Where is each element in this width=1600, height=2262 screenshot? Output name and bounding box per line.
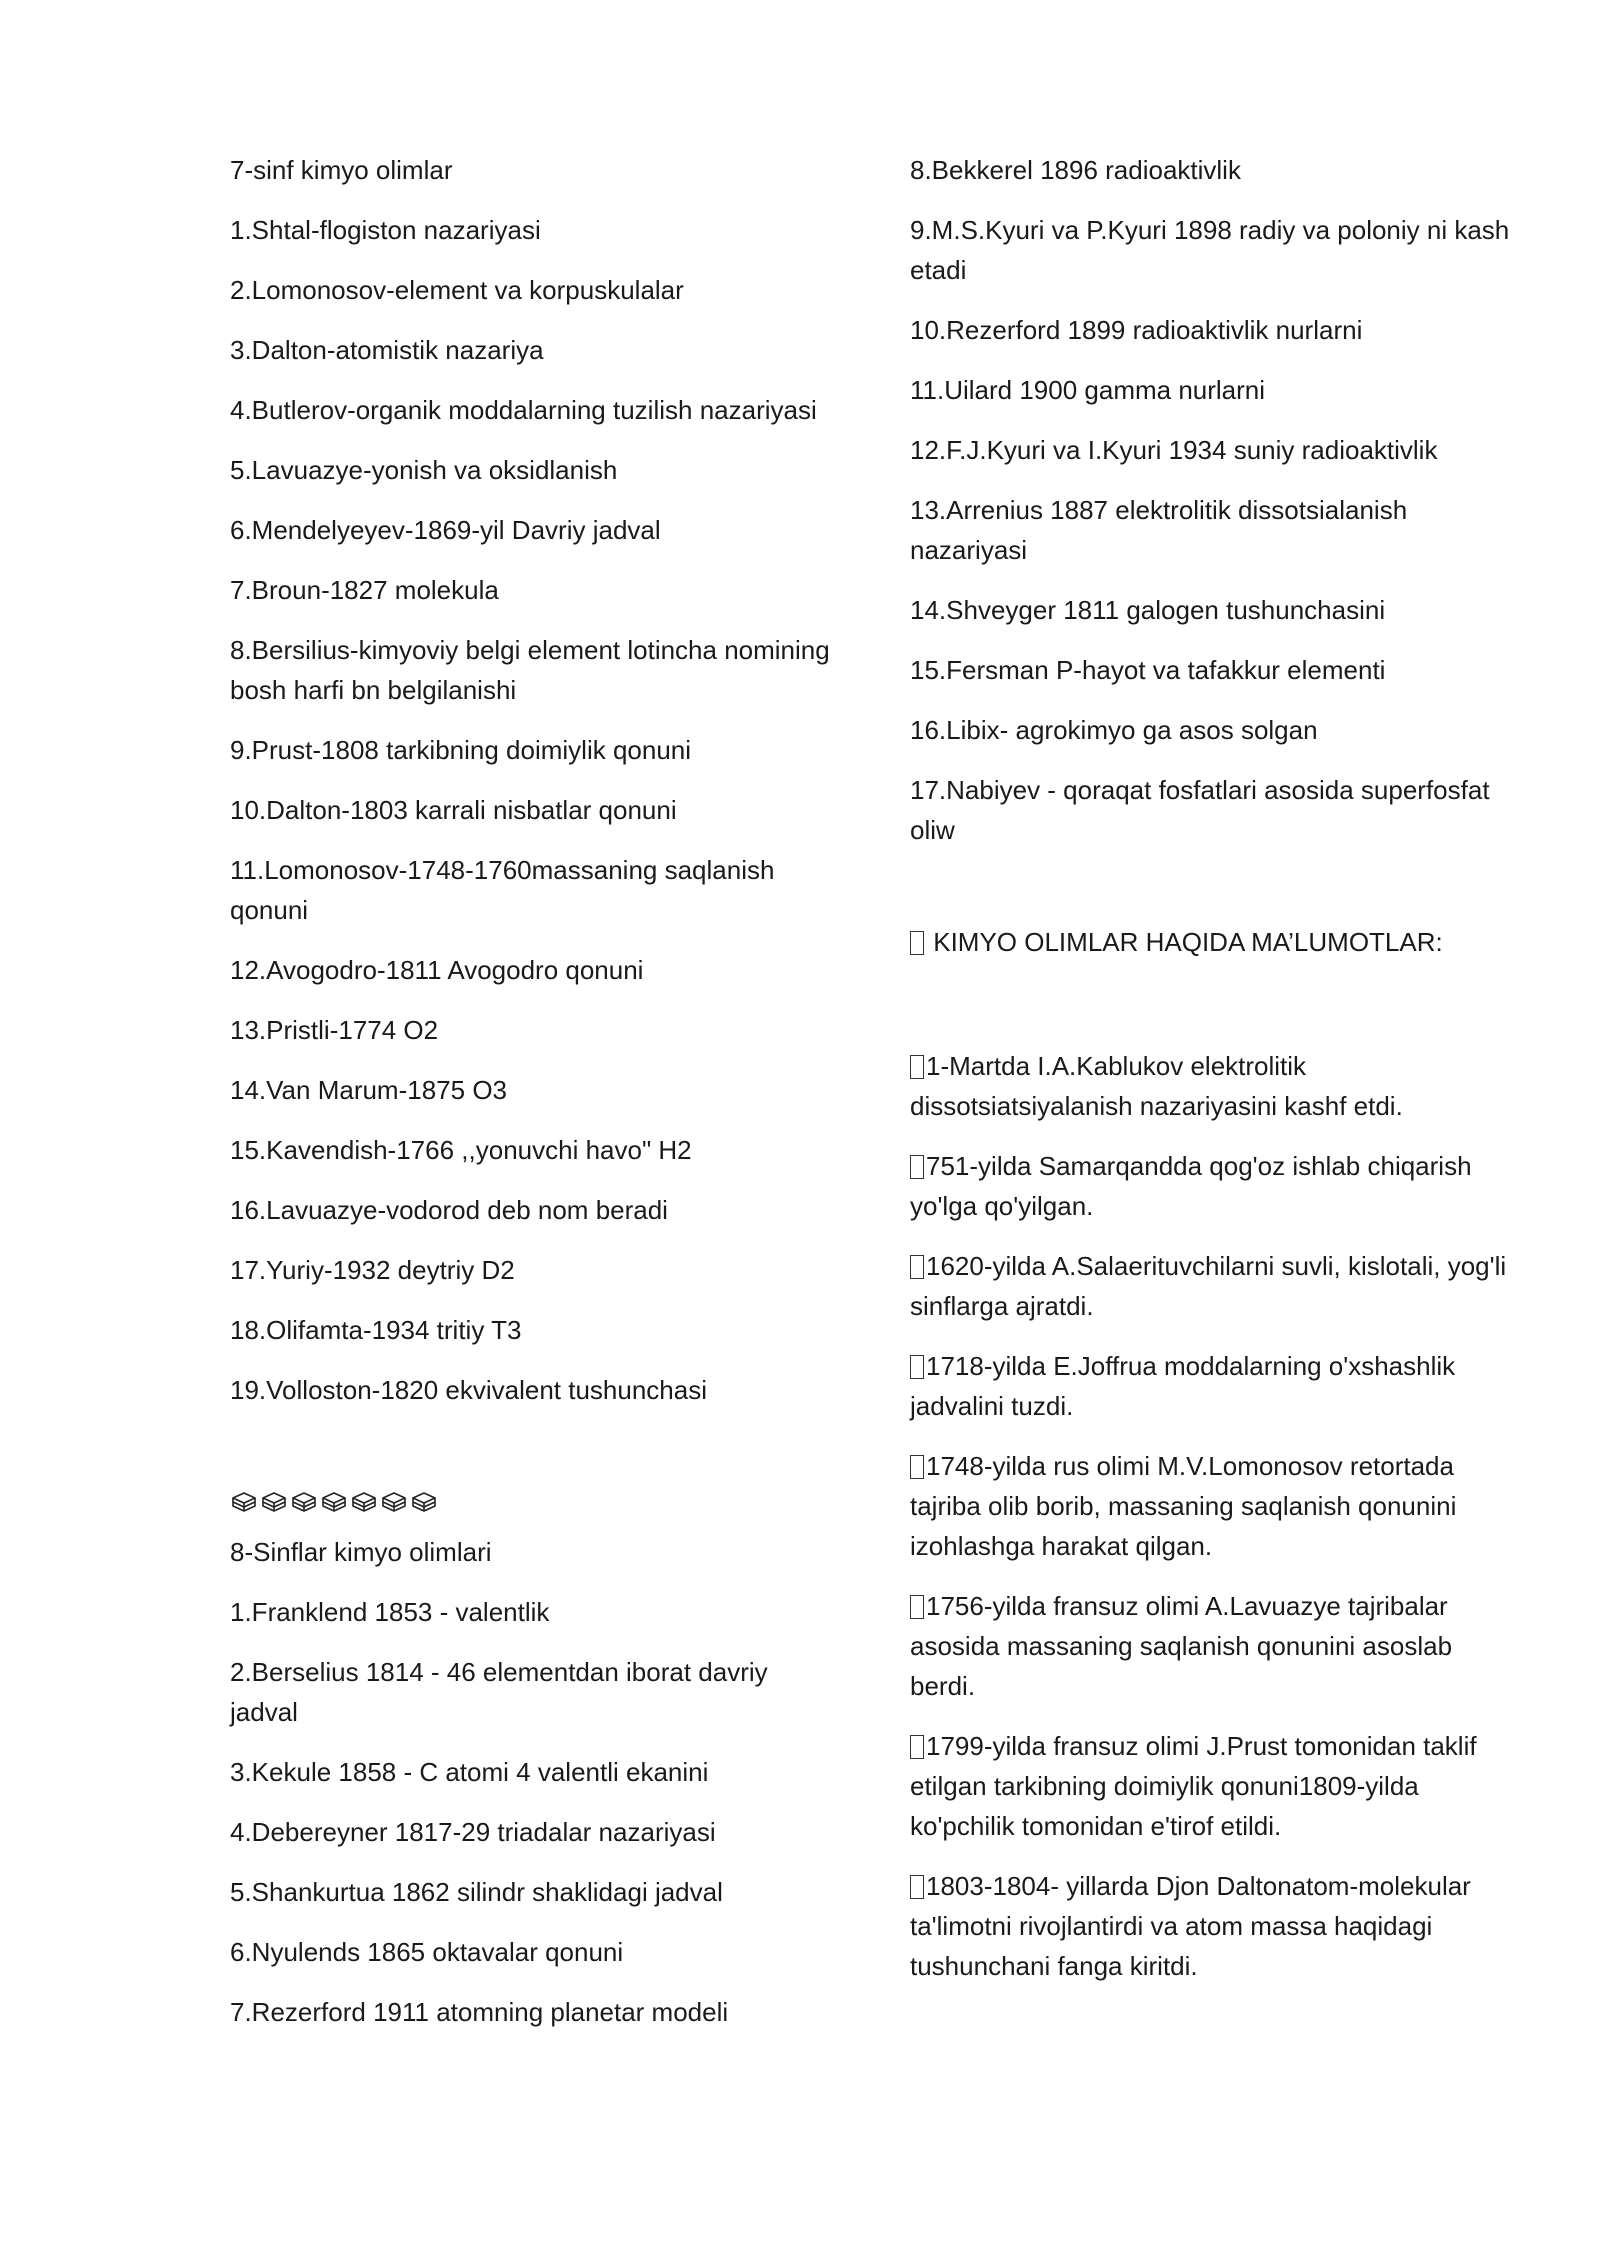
fact-item-text: 1-Martda I.A.Kablukov elektrolitik dissotsiatsiyalanish nazariyasini kashf etdi. <box>910 1051 1403 1121</box>
list-item: 14.Van Marum-1875 O3 <box>230 1075 507 1105</box>
facts-list <box>910 1046 1510 1986</box>
missing-glyph-box-icon <box>910 1155 924 1179</box>
books-icon <box>320 1490 348 1514</box>
list-item: 7.Rezerford 1911 atomning planetar modeli <box>230 1997 729 2027</box>
fact-item <box>910 1586 1510 1706</box>
fact-item <box>910 1866 1510 1986</box>
list-item: 2.Lomonosov-element va korpuskulalar <box>230 275 684 305</box>
list-item: 2.Berselius 1814 - 46 elementdan iborat davriy jadval <box>230 1657 768 1727</box>
fact-item-text: 1748-yilda rus olimi M.V.Lomonosov retortada tajriba olib borib, massaning saqlanish qonunini izohlashga harakat qilgan. <box>910 1451 1457 1561</box>
missing-glyph-box-icon <box>910 1355 924 1379</box>
list-item: 9.M.S.Kyuri va P.Kyuri 1898 radiy va poloniy ni kash etadi <box>910 215 1510 285</box>
list-item: 3.Dalton-atomistik nazariya <box>230 335 544 365</box>
list-item: 19.Volloston-1820 ekvivalent tushunchasi <box>230 1375 707 1405</box>
list-item: 10.Dalton-1803 karrali nisbatlar qonuni <box>230 795 677 825</box>
fact-item-text: 751-yilda Samarqandda qog'oz ishlab chiqarish yo'lga qo'yilgan. <box>910 1151 1472 1221</box>
missing-glyph-box-icon <box>910 1595 924 1619</box>
list-item: 1.Shtal-flogiston nazariyasi <box>230 215 541 245</box>
list-item: 10.Rezerford 1899 radioaktivlik nurlarni <box>910 315 1363 345</box>
list-item: 12.F.J.Kyuri va I.Kyuri 1934 suniy radioaktivlik <box>910 435 1438 465</box>
books-icon-row <box>230 1482 830 1522</box>
books-icon <box>230 1490 258 1514</box>
missing-glyph-box-icon <box>910 1735 924 1759</box>
list-item: 17.Yuriy-1932 deytriy D2 <box>230 1255 515 1285</box>
fact-item <box>910 1726 1510 1846</box>
missing-glyph-box-icon <box>910 1455 924 1479</box>
list-item: 18.Olifamta-1934 tritiy T3 <box>230 1315 522 1345</box>
list-item: 8.Bersilius-kimyoviy belgi element lotincha nomining bosh harfi bn belgilanishi <box>230 635 830 705</box>
grade8-list <box>230 1592 830 2032</box>
fact-item <box>910 1146 1510 1226</box>
missing-glyph-box-icon <box>910 1255 924 1279</box>
list-item: 4.Debereyner 1817-29 triadalar nazariyasi <box>230 1817 716 1847</box>
list-item: 1.Franklend 1853 - valentlik <box>230 1597 550 1627</box>
list-item: 11.Lomonosov-1748-1760massaning saqlanish qonuni <box>230 855 775 925</box>
list-item: 5.Shankurtua 1862 silindr shaklidagi jadval <box>230 1877 723 1907</box>
right-column <box>910 150 1510 2006</box>
grade7-list <box>230 210 830 1410</box>
list-item: 3.Kekule 1858 - C atomi 4 valentli ekanini <box>230 1757 709 1787</box>
fact-item-text: 1799-yilda fransuz olimi J.Prust tomonidan taklif etilgan tarkibning doimiylik qonuni1809-yilda ko'pchilik tomonidan e'tirof etildi. <box>910 1731 1477 1841</box>
list-item: 16.Libix- agrokimyo ga asos solgan <box>910 715 1318 745</box>
missing-glyph-box-icon <box>910 1055 924 1079</box>
fact-item-text: 1718-yilda E.Joffrua moddalarning o'xshashlik jadvalini tuzdi. <box>910 1351 1456 1421</box>
list-item: 15.Kavendish-1766 ,,yonuvchi havo" H2 <box>230 1135 692 1165</box>
missing-glyph-box-icon <box>910 931 924 955</box>
fact-item <box>910 1246 1510 1326</box>
list-item: 6.Nyulends 1865 oktavalar qonuni <box>230 1937 624 1967</box>
list-item: 8.Bekkerel 1896 radioaktivlik <box>910 155 1241 185</box>
list-item: 4.Butlerov-organik moddalarning tuzilish nazariyasi <box>230 395 817 425</box>
fact-item <box>910 1446 1510 1566</box>
left-column <box>230 150 830 2052</box>
books-icon <box>260 1490 288 1514</box>
fact-item-text: 1756-yilda fransuz olimi A.Lavuazye tajribalar asosida massaning saqlanish qonunini asoslab berdi. <box>910 1591 1453 1701</box>
fact-item <box>910 1046 1510 1126</box>
list-item: 14.Shveyger 1811 galogen tushunchasini <box>910 595 1386 625</box>
facts-heading-text: KIMYO OLIMLAR HAQIDA MA’LUMOTLAR: <box>933 927 1443 957</box>
list-item: 15.Fersman P-hayot va tafakkur elementi <box>910 655 1386 685</box>
grade8-list-continued <box>910 150 1510 850</box>
list-item: 9.Prust-1808 tarkibning doimiylik qonuni <box>230 735 692 765</box>
list-item: 5.Lavuazye-yonish va oksidlanish <box>230 455 618 485</box>
fact-item <box>910 1346 1510 1426</box>
books-icon <box>350 1490 378 1514</box>
section-title-grade7: 7-sinf kimyo olimlar <box>230 155 453 185</box>
facts-heading <box>910 922 1510 962</box>
list-item: 13.Arrenius 1887 elektrolitik dissotsialanish nazariyasi <box>910 495 1408 565</box>
fact-item-text: 1620-yilda A.Salaerituvchilarni suvli, kislotali, yog'li sinflarga ajratdi. <box>910 1251 1507 1321</box>
list-item: 11.Uilard 1900 gamma nurlarni <box>910 375 1266 405</box>
list-item: 7.Broun-1827 molekula <box>230 575 499 605</box>
list-item: 12.Avogodro-1811 Avogodro qonuni <box>230 955 644 985</box>
books-icon <box>290 1490 318 1514</box>
books-icon <box>410 1490 438 1514</box>
list-item: 13.Pristli-1774 O2 <box>230 1015 439 1045</box>
fact-item-text: 1803-1804- yillarda Djon Daltonatom-molekular ta'limotni rivojlantirdi va atom massa haqidagi tushunchani fanga kiritdi. <box>910 1871 1471 1981</box>
list-item: 16.Lavuazye-vodorod deb nom beradi <box>230 1195 668 1225</box>
list-item: 6.Mendelyeyev-1869-yil Davriy jadval <box>230 515 661 545</box>
section-title-grade8: 8-Sinflar kimyo olimlari <box>230 1537 492 1567</box>
list-item: 17.Nabiyev - qoraqat fosfatlari asosida superfosfat oliw <box>910 775 1490 845</box>
books-icon <box>380 1490 408 1514</box>
missing-glyph-box-icon <box>910 1875 924 1899</box>
